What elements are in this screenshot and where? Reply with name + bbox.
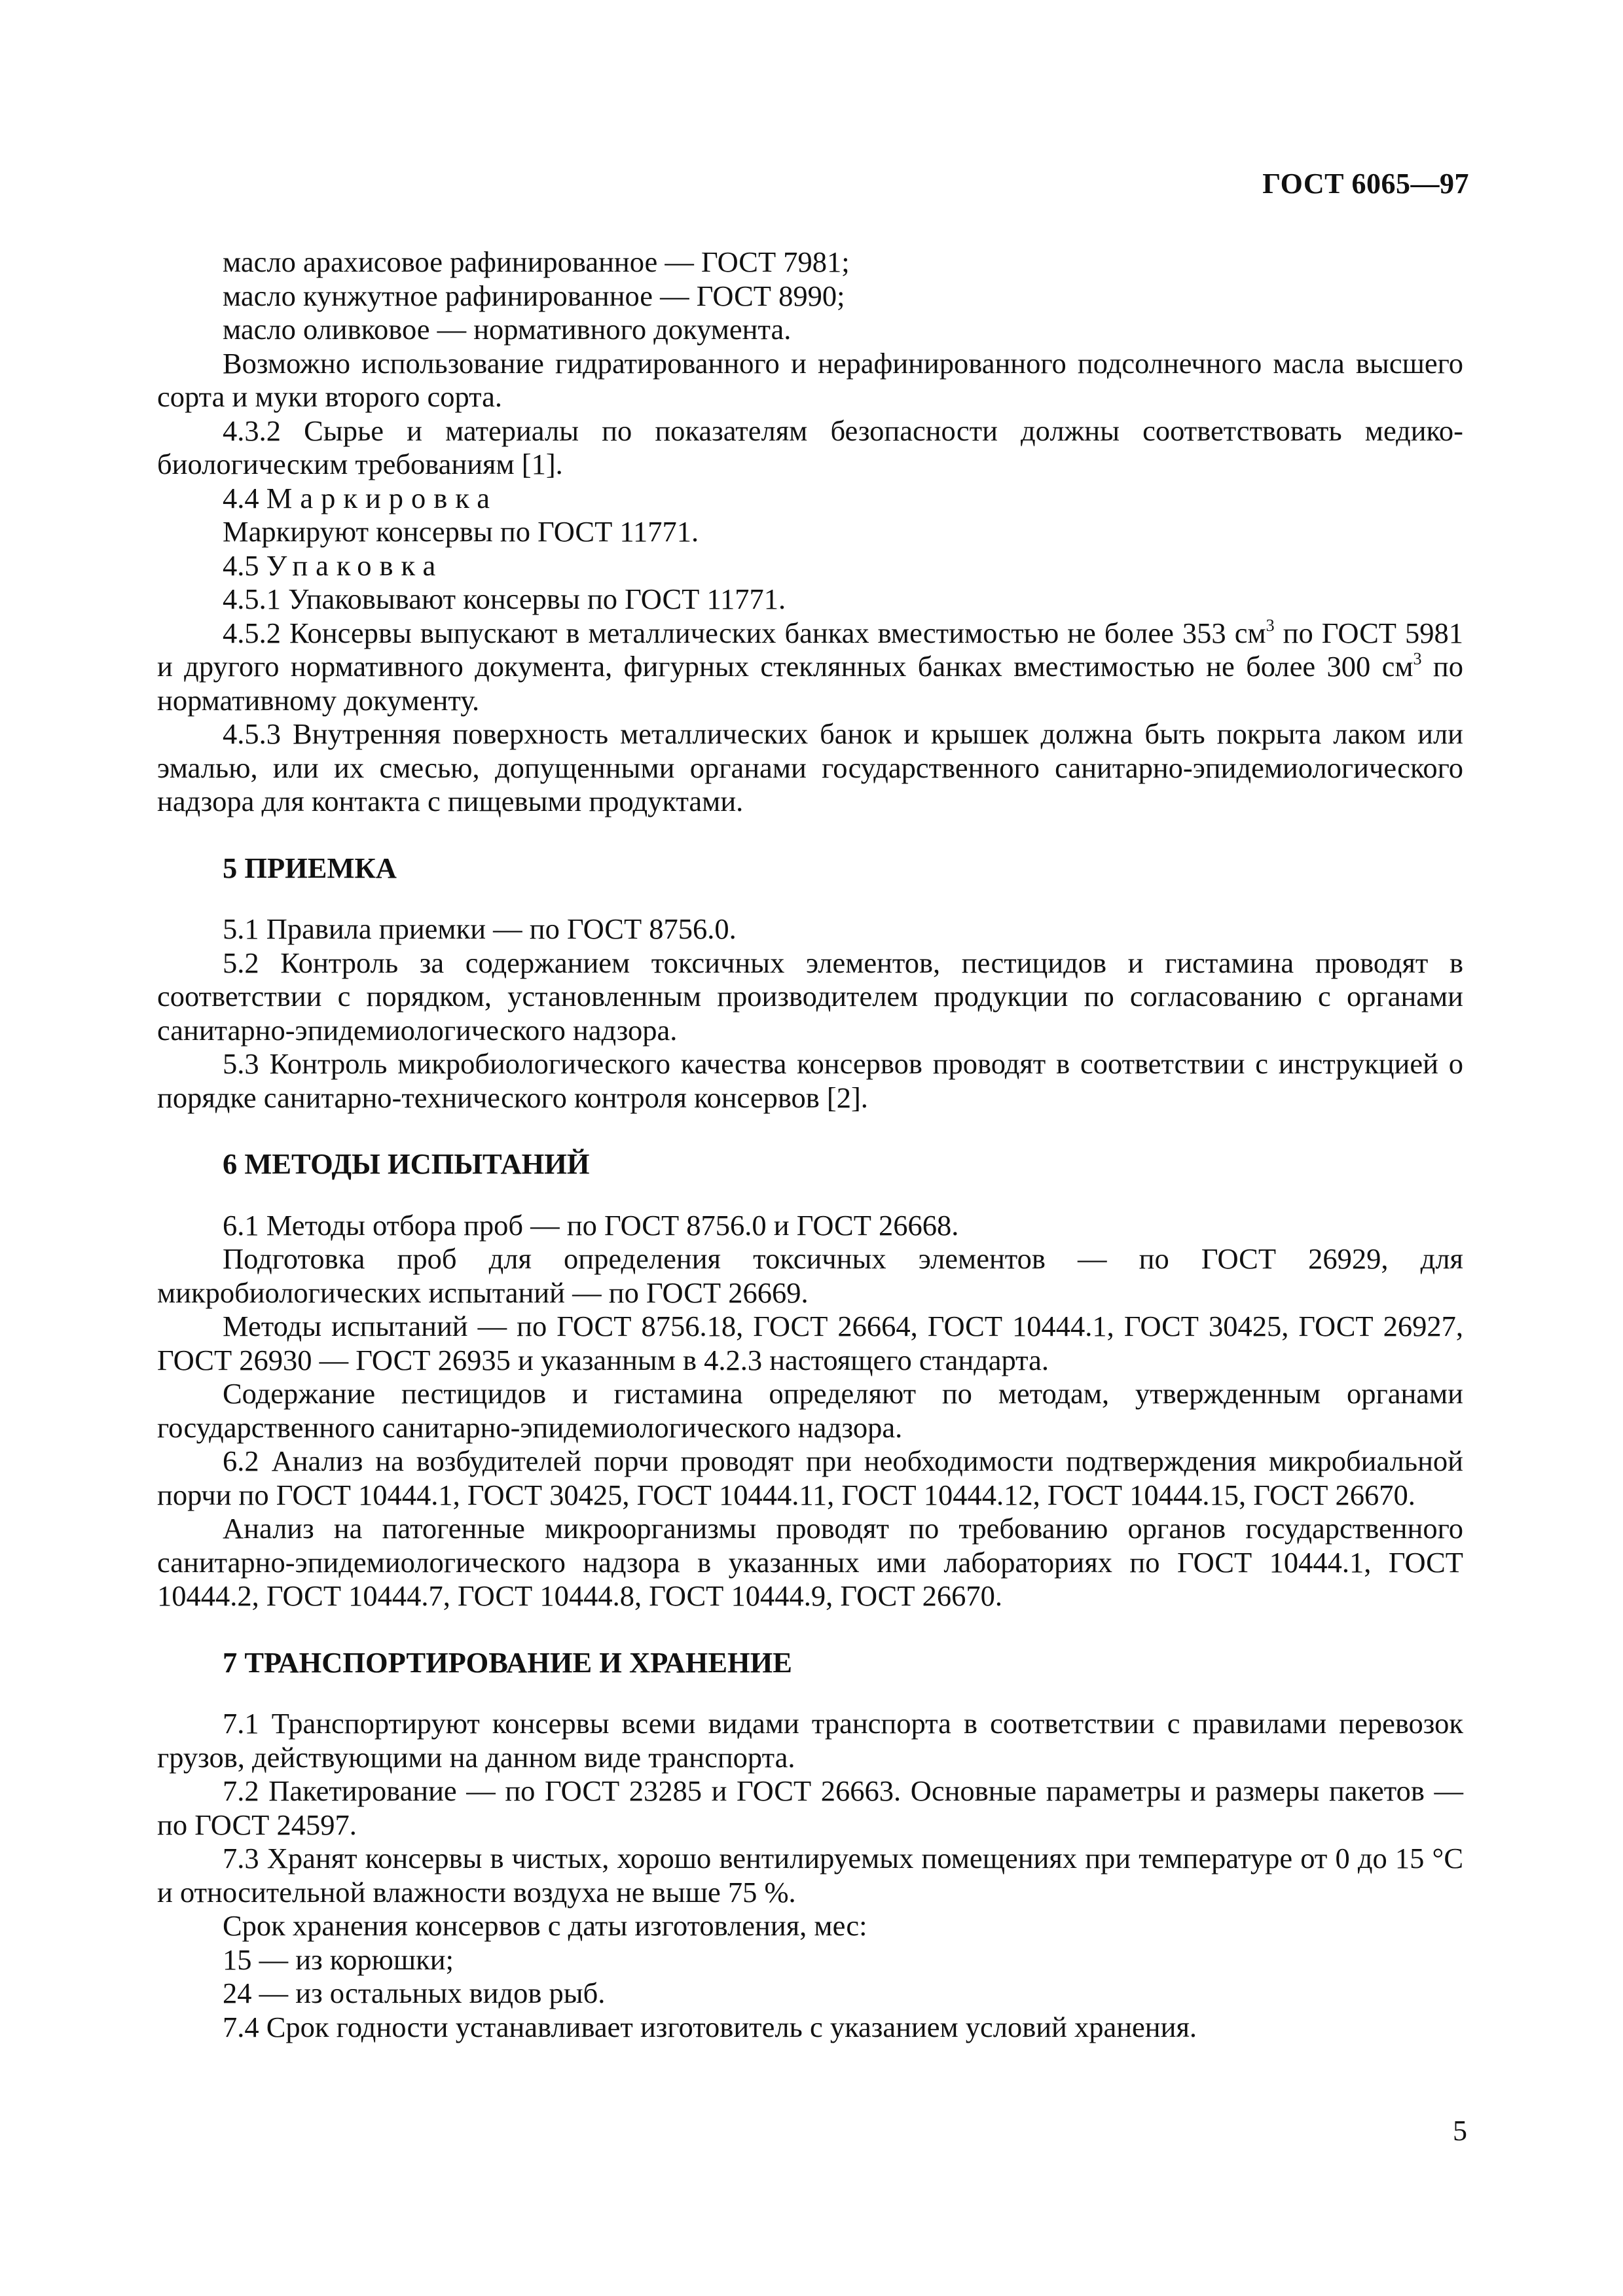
paragraph: 7.1 Транспортируют консервы всеми видами транспорта в соответствии с правилами перевозок грузов, действующими на данном виде транспорта. (157, 1707, 1463, 1774)
paragraph-4-5-2 (157, 617, 1463, 718)
paragraph: Методы испытаний — по ГОСТ 8756.18, ГОСТ 26664, ГОСТ 10444.1, ГОСТ 30425, ГОСТ 26927, ГОСТ 26930 — ГОСТ 26935 и указанным в 4.2.3 настоящего стандарта. (157, 1310, 1463, 1376)
paragraph: 15 — из корюшки; (223, 1943, 454, 1976)
paragraph: Возможно использование гидратированного и нерафинированного подсолнечного масла высшего сорта и муки второго сорта. (157, 346, 1463, 413)
document-body (157, 245, 1463, 2044)
subsection-number: 4.4 (223, 481, 259, 514)
paragraph: масло оливковое — нормативного документа. (223, 313, 792, 346)
subsection-title-packaging (157, 549, 1463, 583)
section-heading-test-methods: 6 МЕТОДЫ ИСПЫТАНИЙ (223, 1147, 590, 1180)
subsection-title: Упаковка (266, 548, 444, 582)
section-heading-acceptance: 5 ПРИЕМКА (223, 851, 397, 884)
paragraph: масло кунжутное рафинированное — ГОСТ 8990; (223, 279, 845, 312)
paragraph: Подготовка проб для определения токсичных элементов — по ГОСТ 26929, для микробиологических испытаний — по ГОСТ 26669. (157, 1242, 1463, 1309)
subsection-number: 4.5 (223, 548, 259, 582)
paragraph: 24 — из остальных видов рыб. (223, 1977, 606, 2009)
section-heading-transport-storage: 7 ТРАНСПОРТИРОВАНИЕ И ХРАНЕНИЕ (223, 1645, 792, 1679)
paragraph: масло арахисовое рафинированное — ГОСТ 7981; (223, 245, 850, 278)
paragraph: 4.5.1 Упаковывают консервы по ГОСТ 11771. (223, 583, 786, 615)
superscript: 3 (1266, 615, 1275, 635)
subsection-title-marking (157, 482, 1463, 516)
paragraph: 5.1 Правила приемки — по ГОСТ 8756.0. (223, 912, 737, 945)
paragraph: Маркируют консервы по ГОСТ 11771. (223, 515, 699, 548)
paragraph: 6.1 Методы отбора проб — по ГОСТ 8756.0 и ГОСТ 26668. (223, 1208, 959, 1242)
paragraph: 7.3 Хранят консервы в чистых, хорошо вентилируемых помещениях при температуре от 0 до 15 °С и относительной влажности воздуха не выше 75 %. (157, 1842, 1463, 1909)
document-code-header: ГОСТ 6065—97 (1262, 168, 1469, 200)
page-number: 5 (1453, 2115, 1467, 2147)
paragraph: 6.2 Анализ на возбудителей порчи проводят при необходимости подтверждения микробиальной порчи по ГОСТ 10444.1, ГОСТ 30425, ГОСТ 10444.11, ГОСТ 10444.12, ГОСТ 10444.15, ГОСТ 26670. (157, 1444, 1463, 1511)
text-run: по нормативному документу. (157, 650, 1463, 717)
paragraph: 5.2 Контроль за содержанием токсичных элементов, пестицидов и гистамина проводят в соответствии с порядком, установленным производителем продукции по согласованию с органами санитарно-эпидемиологического надзора. (157, 946, 1463, 1047)
paragraph: Анализ на патогенные микроорганизмы проводят по требованию органов государственного санитарно-эпидемиологического надзора в указанных ими лабораториях по ГОСТ 10444.1, ГОСТ 10444.2, ГОСТ 10444.7, ГОСТ 10444.8, ГОСТ 10444.9, ГОСТ 26670. (157, 1512, 1463, 1612)
text-run: по ГОСТ 5981 и другого нормативного документа, фигурных стеклянных банках вместимостью не более 300 см (157, 616, 1463, 683)
subsection-title: Маркировка (266, 481, 498, 514)
paragraph: Содержание пестицидов и гистамина определяют по методам, утвержденным органами государственного санитарно-эпидемиологического надзора. (157, 1377, 1463, 1444)
paragraph: 7.4 Срок годности устанавливает изготовитель с указанием условий хранения. (223, 2010, 1197, 2043)
paragraph: 5.3 Контроль микробиологического качества консервов проводят в соответствии с инструкцией о порядке санитарно-технического контроля консервов [2]. (157, 1047, 1463, 1114)
text-run: 4.5.2 Консервы выпускают в металлических банках вместимостью не более 353 см (223, 616, 1266, 649)
paragraph: Срок хранения консервов с даты изготовления, мес: (223, 1909, 867, 1942)
paragraph: 4.3.2 Сырье и материалы по показателям безопасности должны соответствовать медико-биологическим требованиям [1]. (157, 414, 1463, 480)
paragraph: 4.5.3 Внутренняя поверхность металлических банок и крышек должна быть покрыта лаком или эмалью, или их смесью, допущенными органами государственного санитарно-эпидемиологического надзора для контакта с пищевыми продуктами. (157, 717, 1463, 817)
superscript: 3 (1413, 649, 1422, 668)
paragraph: 7.2 Пакетирование — по ГОСТ 23285 и ГОСТ 26663. Основные параметры и размеры пакетов — по ГОСТ 24597. (157, 1774, 1463, 1841)
